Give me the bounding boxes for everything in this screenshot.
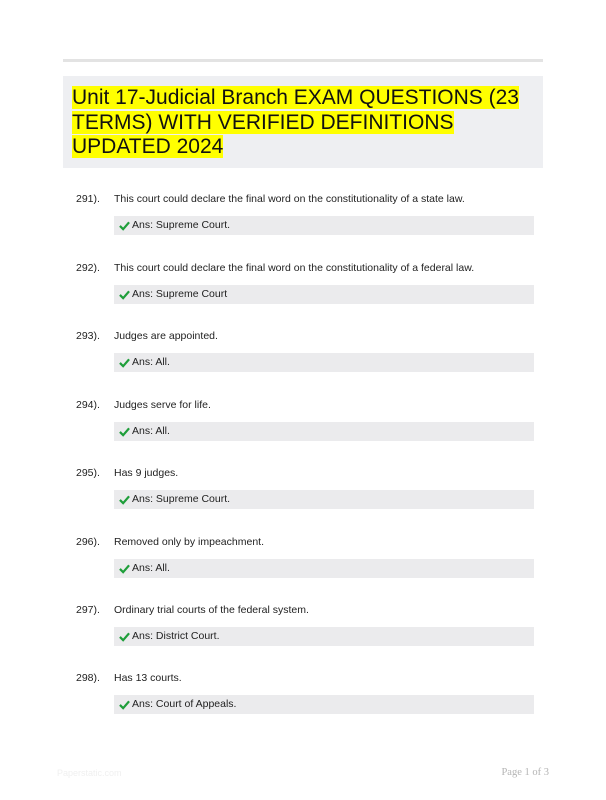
footer-watermark: Paperstatic.com	[57, 768, 122, 778]
question-number: 295).	[76, 467, 100, 479]
answer-text: Ans: All.	[132, 356, 170, 368]
checkmark-icon	[119, 357, 130, 368]
answer-box	[114, 285, 534, 304]
page-number: Page 1 of 3	[501, 767, 549, 778]
answer-text: Ans: Supreme Court	[132, 288, 228, 300]
question-item	[0, 193, 606, 253]
question-item	[0, 672, 606, 732]
answer-text: Ans: Supreme Court.	[132, 219, 231, 231]
question-text: This court could declare the final word on the constitutionality of a federal law.	[114, 262, 475, 274]
checkmark-icon	[119, 220, 130, 231]
question-number: 298).	[76, 672, 100, 684]
question-item	[0, 604, 606, 664]
question-text: Has 9 judges.	[114, 467, 179, 479]
question-item	[0, 262, 606, 322]
answer-text: Ans: All.	[132, 562, 170, 574]
question-item	[0, 467, 606, 527]
question-text: This court could declare the final word on the constitutionality of a state law.	[114, 193, 465, 205]
answer-box	[114, 695, 534, 714]
answer-text: Ans: All.	[132, 425, 170, 437]
title-banner	[63, 76, 543, 168]
question-number: 297).	[76, 604, 100, 616]
question-text: Judges serve for life.	[114, 399, 211, 411]
question-number: 296).	[76, 536, 100, 548]
document-title	[72, 86, 538, 160]
answer-text: Ans: Court of Appeals.	[132, 698, 237, 710]
question-text: Ordinary trial courts of the federal system.	[114, 604, 309, 616]
answer-box	[114, 353, 534, 372]
question-number: 294).	[76, 399, 100, 411]
answer-box	[114, 422, 534, 441]
question-text: Removed only by impeachment.	[114, 536, 264, 548]
question-number: 291).	[76, 193, 100, 205]
checkmark-icon	[119, 494, 130, 505]
top-divider	[63, 59, 543, 62]
answer-text: Ans: District Court.	[132, 630, 220, 642]
answer-box	[114, 490, 534, 509]
question-item	[0, 399, 606, 459]
question-number: 293).	[76, 330, 100, 342]
answer-box	[114, 627, 534, 646]
checkmark-icon	[119, 426, 130, 437]
checkmark-icon	[119, 289, 130, 300]
answer-box	[114, 559, 534, 578]
checkmark-icon	[119, 563, 130, 574]
answer-text: Ans: Supreme Court.	[132, 493, 231, 505]
question-item	[0, 536, 606, 596]
question-text: Judges are appointed.	[114, 330, 218, 342]
question-text: Has 13 courts.	[114, 672, 182, 684]
checkmark-icon	[119, 631, 130, 642]
answer-box	[114, 216, 534, 235]
question-number: 292).	[76, 262, 100, 274]
document-title-text: Unit 17-Judicial Branch EXAM QUESTIONS (23 TERMS) WITH VERIFIED DEFINITIONS UPDATED 2024	[72, 86, 519, 158]
checkmark-icon	[119, 699, 130, 710]
question-item	[0, 330, 606, 390]
